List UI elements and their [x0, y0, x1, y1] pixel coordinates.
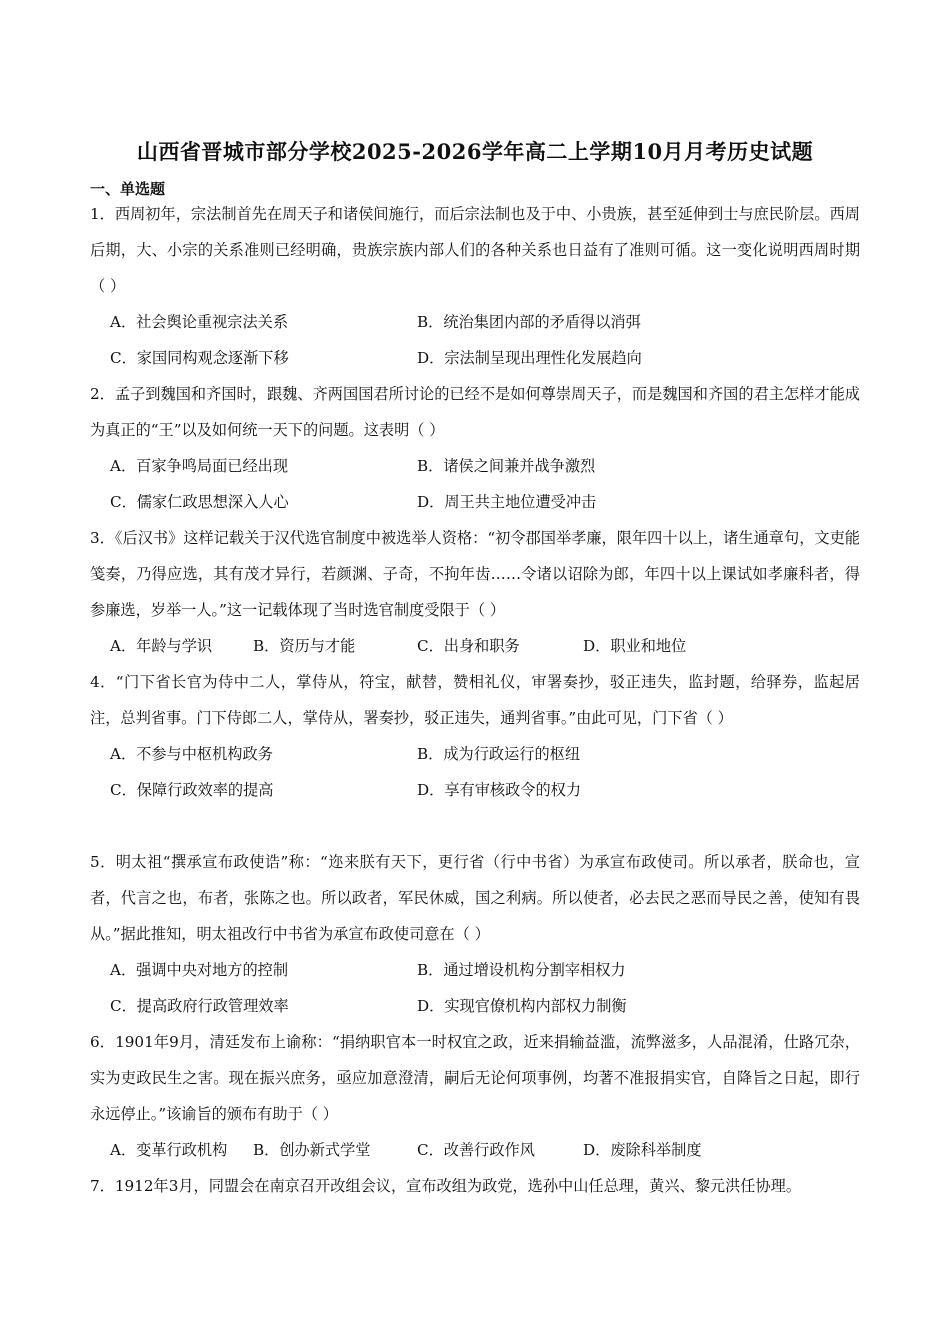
question-3-option-b[interactable]: B．资历与才能	[253, 637, 356, 655]
question-1-option-d[interactable]: D．宗法制呈现出理性化发展趋向	[417, 349, 642, 367]
question-6-option-c[interactable]: C．改善行政作风	[417, 1141, 535, 1159]
question-5-options-row-1	[90, 952, 860, 988]
question-2-stem: 2．孟子到魏国和齐国时，跟魏、齐两国国君所讨论的已经不是如何尊崇周天子，而是魏国和齐国的君主怎样才能成为真正的“王”以及如何统一天下的问题。这表明（ ）	[90, 385, 860, 439]
question-4-option-a[interactable]: A．不参与中枢机构政务	[110, 745, 273, 763]
question-4-option-b[interactable]: B．成为行政运行的枢纽	[417, 745, 581, 763]
question-5-option-b[interactable]: B．通过增设机构分割宰相权力	[417, 961, 626, 979]
question-3-option-d[interactable]: D．职业和地位	[583, 637, 687, 655]
question-1-options-row-1	[90, 304, 860, 340]
question-4-option-c[interactable]: C．保障行政效率的提高	[110, 781, 274, 799]
question-2-option-c[interactable]: C．儒家仁政思想深入人心	[110, 493, 289, 511]
question-4-stem: 4．“门下省长官为侍中二人，掌侍从，符宝，献替，赞相礼仪，审署奏抄，驳正违失，监封题，给驿券，监起居注，总判省事。门下侍郎二人，掌侍从，署奏抄，驳正违失，通判省事。”由此可见，门下省（ ）	[90, 673, 860, 727]
question-1-stem: 1．西周初年，宗法制首先在周天子和诸侯间施行，而后宗法制也及于中、小贵族，甚至延伸到士与庶民阶层。西周后期，大、小宗的关系准则已经明确，贵族宗族内部人们的各种关系也日益有了准则可循。这一变化说明西周时期（ ）	[90, 205, 860, 295]
question-2-options-row-2	[90, 484, 860, 520]
question-1-option-b[interactable]: B．统治集团内部的矛盾得以消弭	[417, 313, 641, 331]
question-6-options-row	[90, 1132, 860, 1168]
question-2	[90, 376, 860, 520]
question-2-options-row-1	[90, 448, 860, 484]
question-3-stem: 3．《后汉书》这样记载关于汉代选官制度中被选举人资格：“初令郡国举孝廉，限年四十以上，诸生通章句，文吏能笺奏，乃得应选，其有茂才异行，若颜渊、子奇，不拘年齿……令诸以诏除为郎，年四十以上课试如孝廉科者，得参廉选，岁举一人。”这一记载体现了当时选官制度受限于（ ）	[90, 529, 860, 619]
question-1-options-row-2	[90, 340, 860, 376]
question-2-option-d[interactable]: D．周王共主地位遭受冲击	[417, 493, 597, 511]
question-2-option-b[interactable]: B．诸侯之间兼并战争激烈	[417, 457, 596, 475]
question-4-options-row-2	[90, 772, 860, 808]
question-6-stem: 6．1901年9月，清廷发布上谕称：“捐纳职官本一时权宜之政，近来捐输益滥，流弊滋多，人品混淆，仕路冗杂，实为吏政民生之害。现在振兴庶务，亟应加意澄清，嗣后无论何项事例，均著不准报捐实官，自降旨之日起，即行永远停止。”该谕旨的颁布有助于（ ）	[90, 1033, 860, 1123]
question-6-option-a[interactable]: A．变革行政机构	[110, 1141, 228, 1159]
question-4-options-row-1	[90, 736, 860, 772]
question-7	[90, 1168, 860, 1204]
question-5-option-d[interactable]: D．实现官僚机构内部权力制衡	[417, 997, 627, 1015]
question-3-option-a[interactable]: A．年龄与学识	[110, 637, 213, 655]
question-5-options-row-2	[90, 988, 860, 1024]
question-1-option-a[interactable]: A．社会舆论重视宗法关系	[110, 313, 289, 331]
section-heading: 一、单选题	[90, 180, 166, 198]
question-6-option-d[interactable]: D．废除科举制度	[583, 1141, 702, 1159]
question-5-option-a[interactable]: A．强调中央对地方的控制	[110, 961, 289, 979]
question-5-stem: 5．明太祖“撰承宣布政使诰”称：“迩来朕有天下，更行省（行中书省）为承宣布政使司。所以承者，朕命也，宣者，代言之也，布者，张陈之也。所以政者，军民休威，国之利病。所以使者，必去民之恶而导民之善，使知有畏从。”据此推知，明太祖改行中书省为承宣布政使司意在（ ）	[90, 853, 860, 943]
question-7-stem: 7．1912年3月，同盟会在南京召开改组会议，宣布改组为政党，选孙中山任总理，黄兴、黎元洪任协理。	[90, 1177, 802, 1195]
question-6-option-b[interactable]: B．创办新式学堂	[253, 1141, 371, 1159]
question-4	[90, 664, 860, 808]
question-3	[90, 520, 860, 664]
question-2-option-a[interactable]: A．百家争鸣局面已经出现	[110, 457, 289, 475]
question-4-option-d[interactable]: D．享有审核政令的权力	[417, 781, 582, 799]
question-1-option-c[interactable]: C．家国同构观念逐渐下移	[110, 349, 289, 367]
question-3-options-row	[90, 628, 860, 664]
question-5	[90, 844, 860, 1024]
question-3-option-c[interactable]: C．出身和职务	[417, 637, 520, 655]
page-title: 山西省晋城市部分学校2025-2026学年高二上学期10月月考历史试题	[136, 139, 814, 164]
question-5-option-c[interactable]: C．提高政府行政管理效率	[110, 997, 289, 1015]
question-6	[90, 1024, 860, 1168]
question-1	[90, 196, 860, 376]
